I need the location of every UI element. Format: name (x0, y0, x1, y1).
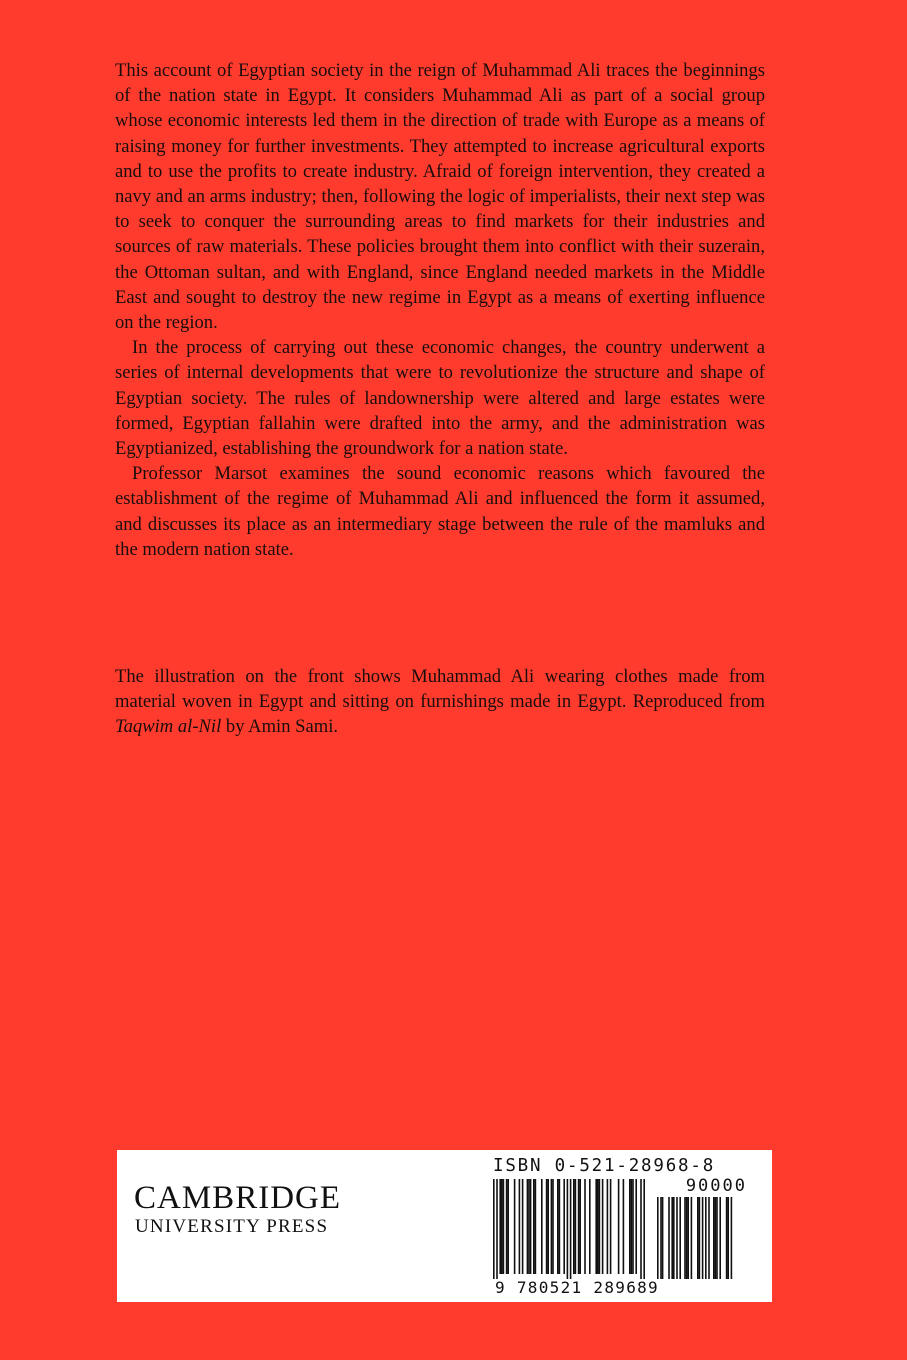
barcode-bar (552, 1179, 554, 1274)
blurb-text (115, 58, 765, 562)
barcode-bar (535, 1179, 537, 1274)
isbn-label: ISBN 0-521-28968-8 (493, 1156, 716, 1176)
addon-bar (660, 1197, 662, 1279)
addon-bar (716, 1197, 718, 1279)
caption-paragraph (115, 664, 765, 740)
barcode-bar (519, 1179, 521, 1274)
barcode-bar (514, 1179, 516, 1274)
addon-bar (715, 1197, 717, 1279)
barcode-bar (635, 1179, 637, 1274)
barcode-bar (579, 1179, 581, 1274)
barcode-bar (522, 1179, 524, 1274)
barcode-bar (563, 1179, 565, 1274)
publisher-imprint-box (117, 1150, 772, 1302)
addon-bar (705, 1197, 707, 1279)
barcode-bar (530, 1179, 532, 1274)
addon-bar (697, 1197, 699, 1279)
addon-bar (691, 1197, 693, 1279)
addon-bar (699, 1197, 701, 1279)
addon-bar (727, 1197, 729, 1279)
publisher-logo (134, 1180, 341, 1238)
barcode-bar (547, 1179, 549, 1274)
addon-bar (713, 1197, 715, 1279)
barcode-bar (643, 1179, 645, 1279)
barcode-bar (503, 1179, 505, 1274)
barcode-bar (541, 1179, 543, 1274)
barcode-bar (623, 1179, 625, 1274)
addon-bar (731, 1197, 733, 1279)
barcode-bar (567, 1179, 569, 1279)
barcode-bar (584, 1179, 586, 1274)
addon-bar (679, 1197, 681, 1279)
addon-bar (668, 1197, 670, 1279)
barcode-bar (493, 1179, 495, 1279)
barcode-bar (570, 1179, 572, 1279)
barcode-bar (527, 1179, 529, 1274)
barcode-bar (501, 1179, 503, 1274)
barcode-icon (491, 1179, 749, 1279)
barcode-bar (496, 1179, 498, 1279)
barcode-bar (528, 1179, 530, 1274)
barcode-bar (599, 1179, 601, 1274)
barcode-bar (573, 1179, 575, 1274)
barcode-bar (610, 1179, 612, 1274)
caption-source-author: by Amin Sami. (225, 716, 339, 738)
blurb-paragraph-3: Professor Marsot examines the sound economic reasons which favoured the establishment of the regime of Muhammad Ali and influenced the form it assumed, and discusses its place as an intermediary stage between the rule of the mamluks and the modern nation state. (115, 463, 765, 560)
addon-bar (702, 1197, 704, 1279)
blurb-paragraph-1: This account of Egyptian society in the reign of Muhammad Ali traces the beginnings of the nation state in Egypt. It considers Muhammad Ali as part of a social group whose economic interests led them in the direction of trade with Europe as a means of raising money for further investments. They attempted to increase agricultural exports and to use the profits to create industry. Afraid of foreign intervention, they created a navy and an arms industry; then, following the logic of imperialists, their next step was to seek to conquer the surrounding areas to find markets for their industries and sources of raw materials. These policies brought them into conflict with their suzerain, the Ottoman sultan, and with England, since England needed markets in the Middle East and sought to destroy the new regime in Egypt as a means of exerting influence on the region. (115, 60, 765, 334)
barcode-bar (629, 1179, 631, 1274)
illustration-caption (115, 664, 765, 740)
addon-bar (671, 1197, 673, 1279)
barcode-bar (559, 1179, 561, 1274)
addon-bar (662, 1197, 664, 1279)
caption-source-title: Taqwim al-Nil (115, 716, 222, 738)
barcode-bar (499, 1179, 501, 1274)
addon-bar (726, 1197, 728, 1279)
price-code: 90000 (685, 1176, 747, 1196)
addon-bar (676, 1197, 678, 1279)
addon-bar (719, 1197, 721, 1279)
barcode-bar (632, 1179, 634, 1274)
barcode-bar (595, 1179, 597, 1274)
barcode-bar (640, 1179, 642, 1279)
barcode-bar (551, 1179, 553, 1274)
publisher-name: CAMBRIDGE (134, 1180, 342, 1216)
isbn-barcode-block (491, 1155, 749, 1297)
addon-bar (686, 1197, 688, 1279)
barcode-bar (506, 1179, 508, 1274)
barcode-bar (602, 1179, 604, 1274)
barcode-bar (618, 1179, 620, 1274)
publisher-subname: UNIVERSITY PRESS (135, 1216, 329, 1237)
barcode-bar (546, 1179, 548, 1274)
ean-digits: 9 780521 289689 (495, 1278, 659, 1297)
addon-bar (708, 1197, 710, 1279)
addon-bar (684, 1197, 686, 1279)
barcode-bar (507, 1179, 509, 1274)
barcode-bar (631, 1179, 633, 1274)
blurb-paragraph-2: In the process of carrying out these economic changes, the country underwent a series of internal developments that were to revolutionize the structure and shape of Egyptian society. The rules of landownership were altered and large estates were formed, Egyptian fallahin were drafted into the army, and the administration was Egyptianized, establishing the groundwork for a nation state. (115, 337, 765, 460)
barcode-bar (597, 1179, 599, 1274)
barcode-bar (578, 1179, 580, 1274)
addon-bar (673, 1197, 675, 1279)
barcode-bar (533, 1179, 535, 1274)
barcode-bar (607, 1179, 609, 1274)
barcode-bar (589, 1179, 591, 1274)
barcode-bar (575, 1179, 577, 1274)
caption-text: The illustration on the front shows Muhammad Ali wearing clothes made from material woven in Egypt and sitting on furnishings made in Egypt. Reproduced from (115, 666, 765, 713)
addon-bar (687, 1197, 689, 1279)
barcode-bar (557, 1179, 559, 1274)
addon-bar (657, 1197, 659, 1279)
